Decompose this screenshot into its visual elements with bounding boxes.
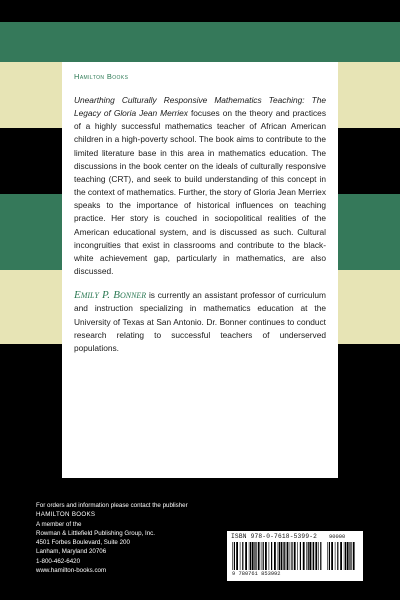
bio-text: is currently an assistant professor of curriculum and instruction specializing in mathematics education at the University of Texas at San Antonio. Dr. Bonner continues to conduct research relating to successful teachers of underserved populations. <box>74 290 326 353</box>
book-title: Unearthing Culturally Responsive Mathematics Teaching: The Legacy of Gloria Jean Merriex <box>74 95 326 119</box>
imprint-label: Hamilton Books <box>74 72 129 81</box>
member-line: A member of the <box>36 520 82 528</box>
green-stripe-1 <box>0 22 400 62</box>
publisher-info <box>36 501 236 575</box>
author-name: Emily P. Bonner <box>74 289 147 302</box>
description-text: focuses on the theory and practices of a highly successful mathematics teacher of African American children in a high-poverty school. The book aims to contribute to the limited literature base in this area in mathematics education. The discussions in the book center on the ideals of culturally responsive teaching (CRT), and seek to build understanding of this concept in the context of mathematics. Further, the story of Gloria Jean Merriex speaks to the importance of historical influences on teaching practice. Her story is couched in sociopolitical realities of the American educational system, and is discussed as such. Cultural incongruities that exist in classrooms and contribute to the black-white achievement gap, particularly in mathematics, are also discussed. <box>74 108 326 277</box>
back-cover-text-panel <box>62 62 338 478</box>
address-line-2: Lanham, Maryland 20706 <box>36 548 107 556</box>
barcode-digits: 9 780761 853992 <box>232 571 281 577</box>
author-bio <box>74 289 326 355</box>
address-line-1: 4501 Forbes Boulevard, Suite 200 <box>36 539 130 547</box>
price-code: 90000 <box>329 534 346 540</box>
price-barcode-icon <box>327 542 357 570</box>
barcode-box <box>227 531 363 581</box>
publisher-name: HAMILTON BOOKS <box>36 511 96 519</box>
book-description <box>74 94 326 278</box>
orders-line: For orders and information please contact the publisher <box>36 502 188 509</box>
isbn-label: ISBN 978-0-7618-5399-2 <box>231 533 318 540</box>
publishing-group: Rowman & Littlefield Publishing Group, Inc. <box>36 529 155 537</box>
website-link[interactable]: www.hamilton-books.com <box>36 567 107 575</box>
ean-barcode-icon <box>232 542 324 570</box>
top-black-stripe <box>0 0 400 22</box>
phone-number: 1-800-462-6420 <box>36 557 81 565</box>
